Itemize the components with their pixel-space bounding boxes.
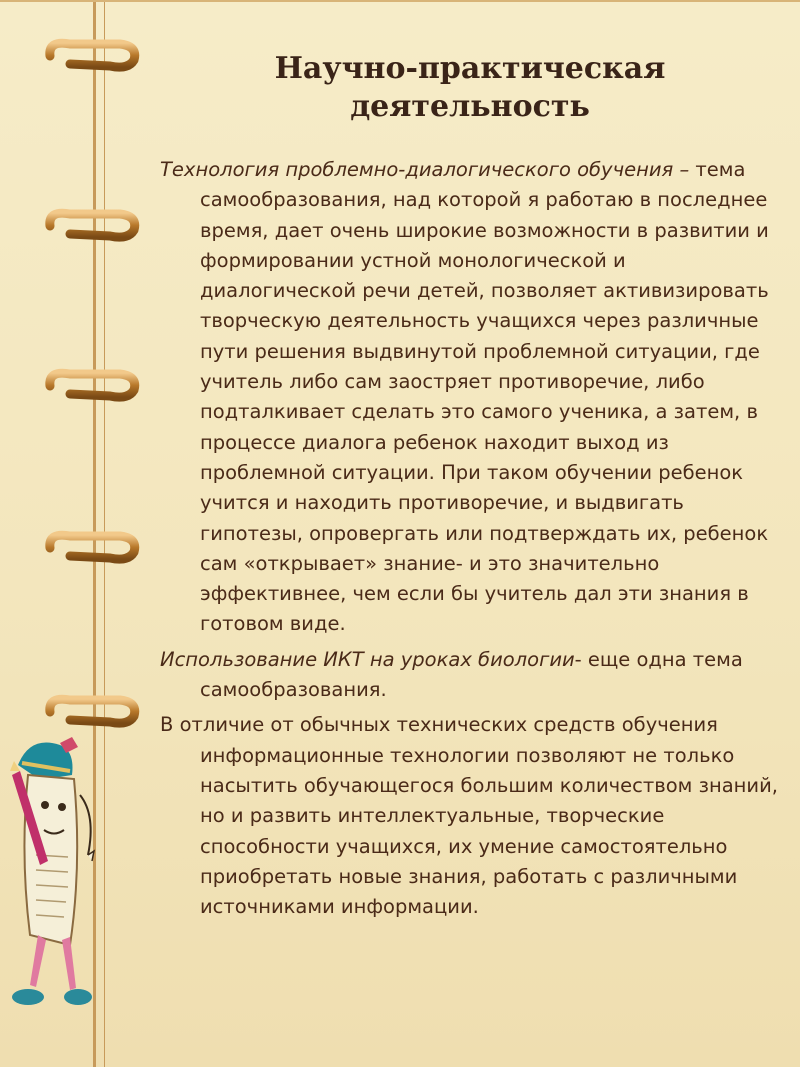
binder-ring-icon: [50, 43, 135, 67]
paragraph-text: - еще одна тема самообразования.: [200, 647, 743, 702]
paragraph-text: В отличие от обычных технических средств обучения информационные технологии позволяют не только насытить обучающегося большим количеством знаний, но и развить интеллектуальные, творческие способности учащихся, их умение самостоятельно приобретать новые знания, работать с различными источниками информации.: [160, 713, 778, 919]
paragraph-information-technologies: [160, 710, 780, 922]
binder-ring-icon: [50, 373, 135, 397]
paragraph-lead: Использование ИКТ на уроках биологии: [160, 647, 575, 671]
page-title: Научно-практическая деятельность: [274, 51, 666, 124]
text-body: [160, 155, 780, 927]
scroll-character-illustration: [0, 735, 110, 1025]
binder-ring-icon: [50, 699, 135, 723]
binder-ring-icon: [50, 535, 135, 559]
paragraph-problem-dialogic: [160, 155, 780, 640]
paragraph-lead: Технология проблемно-диалогического обучения –: [160, 158, 690, 181]
paragraph-ict: [160, 645, 780, 706]
binder-ring-icon: [50, 213, 135, 237]
paragraph-text: тема самообразования, над которой я работаю в последнее время, дает очень широкие возможности в развитии и формировании устной монологической и диалогической речи детей, позволяет активизировать творческую деятельность учащихся через различные пути решения выдвинутой проблемной ситуации, где учитель либо сам заостряет противоречие, либо подталкивает сделать это самого ученика, а затем, в процессе диалога ребенок находит выход из проблемной ситуации. При таком обучении ребенок учится и находить противоречие, и выдвигать гипотезы, опровергать или подтверждать их, ребенок сам «открывает» знание- и это значительно эффективнее, чем если бы учитель дал эти знания в готовом виде.: [200, 158, 769, 636]
